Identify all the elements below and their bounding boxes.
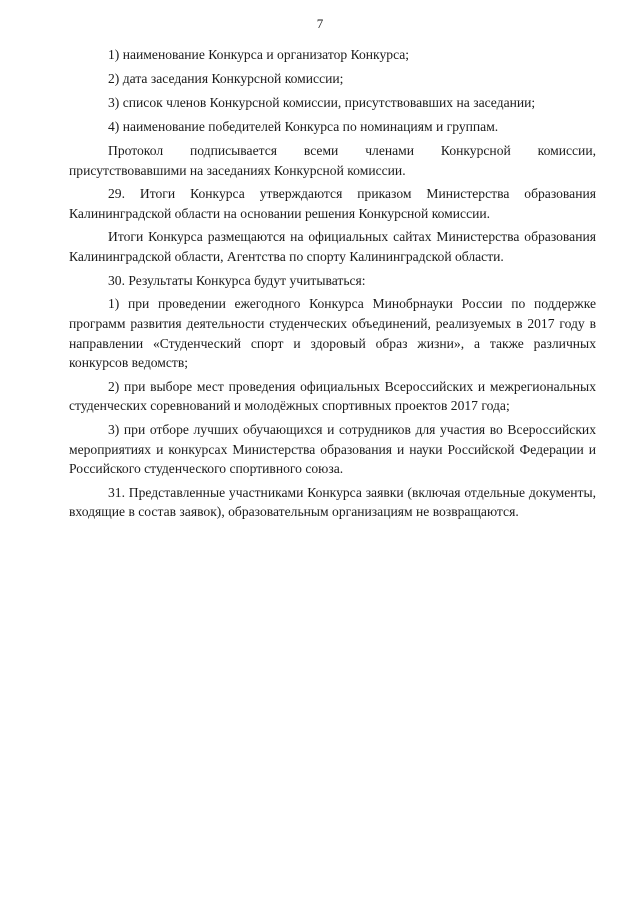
protocol-item-1: 1) наименование Конкурса и организатор Конкурса; [108, 47, 410, 62]
clause-29-paragraph: 29. Итоги Конкурса утверждаются приказом Министерства образования Калининградской области на основании решения Конкурсной комиссии. [69, 186, 596, 221]
document-body [69, 45, 596, 526]
clause-30-heading: 30. Результаты Конкурса будут учитываться: [108, 272, 366, 288]
clause-31-paragraph: 31. Представленные участниками Конкурса заявки (включая отдельные документы, входящие в состав заявок), образовательным организациям не возвращаются. [69, 484, 596, 520]
protocol-item-2: 2) дата заседания Конкурсной комиссии; [108, 70, 344, 86]
protocol-item-4: 4) наименование победителей Конкурса по номинациям и группам. [108, 118, 499, 134]
clause-30-item-2: 2) при выборе мест проведения официальных Всероссийских и межрегиональных студенческих соревнований и молодёжных спортивных проектов 2017 года; [69, 378, 596, 414]
clause-30-item-1: 1) при проведении ежегодного Конкурса Минобрнауки России по поддержке программ развития деятельности студенческих объединений, реализуемых в 2017 году в направлении «Студенческий спорт и здоровый образ жизни», а также различных конкурсов ведомств; [69, 296, 596, 371]
page-number: 7 [316, 16, 324, 31]
clause-30-item-3: 3) при отборе лучших обучающихся и сотрудников для участия во Всероссийских мероприятиях и конкурсах Министерства образования и науки Российской Федерации и Российского студенческого спортивного союза. [69, 422, 596, 477]
protocol-signature-paragraph: Протокол подписывается всеми членами Конкурсной комиссии, присутствовавшими на заседаниях Конкурсной комиссии. [69, 142, 596, 178]
results-publication-paragraph: Итоги Конкурса размещаются на официальных сайтах Министерства образования Калининградской области, Агентства по спорту Калининградской области. [69, 229, 596, 264]
protocol-item-3: 3) список членов Конкурсной комиссии, присутствовавших на заседании; [108, 94, 536, 110]
